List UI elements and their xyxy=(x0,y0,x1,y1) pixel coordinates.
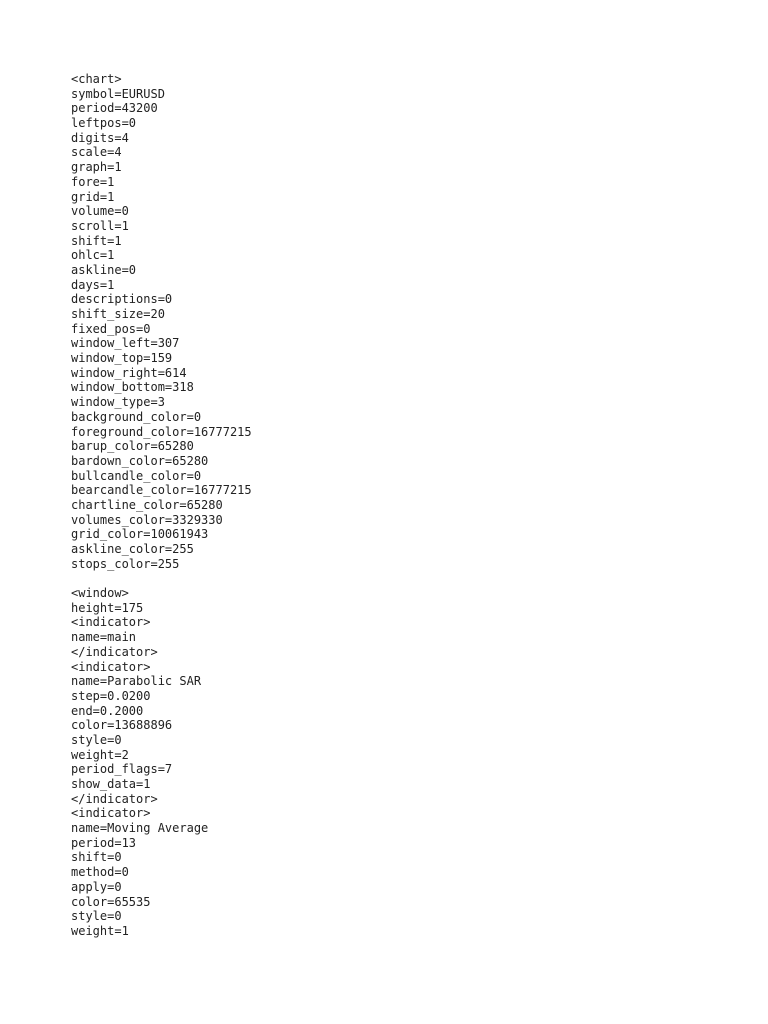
text-line: fixed_pos=0 xyxy=(71,321,151,336)
text-line: volumes_color=3329330 xyxy=(71,512,223,527)
text-line: window_right=614 xyxy=(71,365,187,380)
text-line: window_bottom=318 xyxy=(71,380,194,395)
text-line: symbol=EURUSD xyxy=(71,86,165,101)
text-line: bardown_color=65280 xyxy=(71,453,209,468)
text-line: <indicator> xyxy=(71,659,151,674)
text-line: name=Parabolic SAR xyxy=(71,674,202,689)
document-text xyxy=(71,72,731,939)
text-line: window_left=307 xyxy=(71,336,180,351)
text-line: bullcandle_color=0 xyxy=(71,468,202,483)
text-line: name=Moving Average xyxy=(71,821,209,836)
text-line: name=main xyxy=(71,630,137,645)
text-line: <window> xyxy=(71,586,129,601)
text-line: weight=2 xyxy=(71,747,129,762)
text-line: leftpos=0 xyxy=(71,116,137,131)
text-line: </indicator> xyxy=(71,791,158,806)
window-section xyxy=(71,586,731,939)
text-line: period=13 xyxy=(71,835,137,850)
text-line: style=0 xyxy=(71,732,122,747)
text-line: askline_color=255 xyxy=(71,542,194,556)
text-line: fore=1 xyxy=(71,174,115,189)
text-line: chartline_color=65280 xyxy=(71,497,223,512)
text-line: apply=0 xyxy=(71,879,122,894)
text-line: window_top=159 xyxy=(71,351,173,366)
text-line: step=0.0200 xyxy=(71,688,151,703)
text-line: shift_size=20 xyxy=(71,307,165,321)
text-line: graph=1 xyxy=(71,160,122,175)
text-line: window_type=3 xyxy=(71,395,165,410)
text-line: height=175 xyxy=(71,600,144,615)
text-line: style=0 xyxy=(71,909,122,924)
text-line: volume=0 xyxy=(71,204,129,219)
text-line: stops_color=255 xyxy=(71,556,180,571)
text-line: shift=1 xyxy=(71,233,122,248)
text-line: <chart> xyxy=(71,72,122,86)
text-line: ohlc=1 xyxy=(71,248,115,263)
text-line: end=0.2000 xyxy=(71,703,144,718)
text-line: color=13688896 xyxy=(71,718,173,733)
text-line: color=65535 xyxy=(71,894,151,909)
text-line: days=1 xyxy=(71,277,115,292)
text-line: askline=0 xyxy=(71,262,137,277)
text-line: <indicator> xyxy=(71,806,151,821)
text-line: barup_color=65280 xyxy=(71,439,194,454)
text-line: <indicator> xyxy=(71,615,151,630)
text-line: background_color=0 xyxy=(71,409,202,424)
text-line: scroll=1 xyxy=(71,218,129,233)
text-line: method=0 xyxy=(71,865,129,880)
section-spacer xyxy=(71,571,731,586)
text-line: scale=4 xyxy=(71,145,122,160)
text-line: grid=1 xyxy=(71,189,115,204)
text-line: show_data=1 xyxy=(71,777,151,791)
text-line: descriptions=0 xyxy=(71,292,173,307)
text-line: weight=1 xyxy=(71,923,129,938)
text-line: period=43200 xyxy=(71,101,158,116)
text-line: shift=0 xyxy=(71,850,122,865)
text-line: grid_color=10061943 xyxy=(71,527,209,542)
chart-section xyxy=(71,72,731,571)
text-line: period_flags=7 xyxy=(71,762,173,777)
text-line: bearcandle_color=16777215 xyxy=(71,483,252,498)
text-line: foreground_color=16777215 xyxy=(71,424,252,439)
text-line: digits=4 xyxy=(71,130,129,145)
text-line: </indicator> xyxy=(71,644,158,659)
